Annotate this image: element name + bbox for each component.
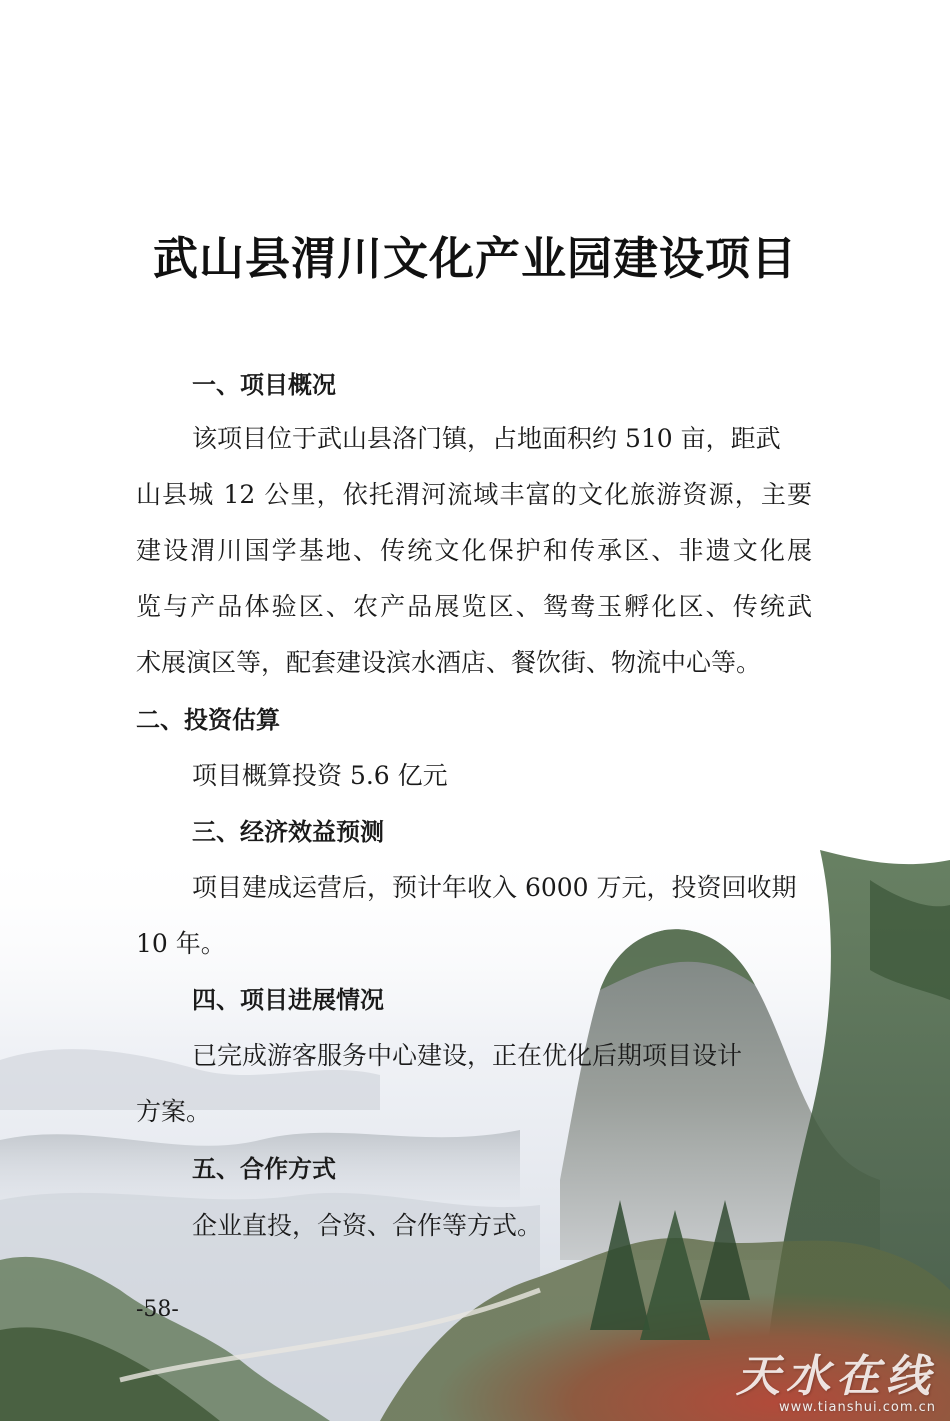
- paragraph-line: 10 年。: [136, 929, 226, 958]
- paragraph-line: 山县城 12 公里，依托渭河流域丰富的文化旅游资源，主要: [136, 480, 812, 509]
- watermark-url: www.tianshui.com.cn: [778, 1400, 936, 1415]
- section-heading-cooperation: 五、合作方式: [192, 1155, 336, 1183]
- paragraph-line: 术展演区等，配套建设滨水酒店、餐饮街、物流中心等。: [136, 648, 762, 677]
- page-number: -58-: [136, 1297, 179, 1322]
- watermark-logo: 天水在线: [736, 1351, 936, 1402]
- paragraph-line: 览与产品体验区、农产品展览区、鸳鸯玉孵化区、传统武: [136, 592, 812, 621]
- paragraph-line: 企业直投，合资、合作等方式。: [192, 1211, 543, 1240]
- section-heading-overview: 一、项目概况: [192, 371, 336, 399]
- paragraph-line: 建设渭川国学基地、传统文化保护和传承区、非遗文化展: [136, 536, 812, 565]
- paragraph-line: 项目建成运营后，预计年收入 6000 万元，投资回收期: [192, 873, 797, 902]
- paragraph-line: 该项目位于武山县洛门镇，占地面积约 510 亩，距武: [192, 424, 781, 453]
- section-heading-progress: 四、项目进展情况: [192, 986, 384, 1014]
- paragraph-line: 项目概算投资 5.6 亿元: [192, 761, 448, 790]
- paragraph-line: 已完成游客服务中心建设，正在优化后期项目设计: [192, 1041, 743, 1070]
- document-title: 武山县渭川文化产业园建设项目: [152, 232, 797, 285]
- section-heading-investment: 二、投资估算: [136, 706, 280, 734]
- section-heading-economic-benefit: 三、经济效益预测: [192, 818, 384, 846]
- paragraph-line: 方案。: [136, 1097, 212, 1126]
- watermark: [736, 1340, 936, 1415]
